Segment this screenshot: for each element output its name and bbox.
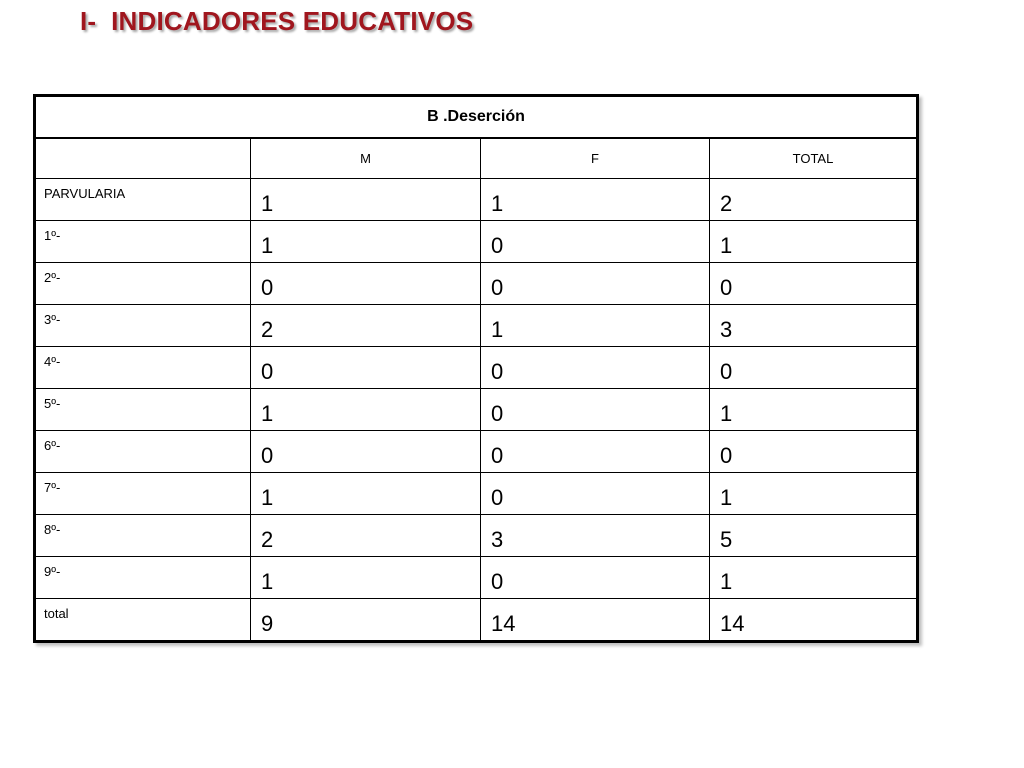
table-row [35, 347, 918, 389]
cell-f: 0 [481, 389, 710, 431]
cell-m: 1 [251, 557, 481, 599]
row-label: 1º- [35, 221, 251, 263]
header-cell-m: M [251, 138, 481, 179]
cell-total: 1 [710, 221, 918, 263]
row-label: 5º- [35, 389, 251, 431]
cell-total: 0 [710, 263, 918, 305]
table-row [35, 599, 918, 642]
cell-f: 0 [481, 221, 710, 263]
header-cell-blank [35, 138, 251, 179]
page-title: I- INDICADORES EDUCATIVOS [80, 6, 474, 36]
table-row [35, 557, 918, 599]
cell-total: 1 [710, 389, 918, 431]
table-row [35, 179, 918, 221]
table-row [35, 431, 918, 473]
header-cell-f: F [481, 138, 710, 179]
row-label: total [35, 599, 251, 642]
cell-f: 1 [481, 179, 710, 221]
cell-total: 0 [710, 431, 918, 473]
table-row [35, 221, 918, 263]
table-row [35, 389, 918, 431]
header-cell-total: TOTAL [710, 138, 918, 179]
cell-m: 0 [251, 431, 481, 473]
cell-f: 3 [481, 515, 710, 557]
table-caption: B .Deserción [35, 96, 918, 139]
cell-m: 1 [251, 221, 481, 263]
cell-total: 2 [710, 179, 918, 221]
cell-f: 14 [481, 599, 710, 642]
cell-m: 9 [251, 599, 481, 642]
table-row [35, 515, 918, 557]
row-label: 6º- [35, 431, 251, 473]
desercion-table [33, 94, 919, 643]
cell-m: 0 [251, 263, 481, 305]
cell-m: 2 [251, 305, 481, 347]
cell-total: 14 [710, 599, 918, 642]
table-header-row [35, 138, 918, 179]
cell-m: 1 [251, 389, 481, 431]
cell-total: 0 [710, 347, 918, 389]
table-caption-row [35, 96, 918, 139]
cell-f: 0 [481, 557, 710, 599]
cell-m: 2 [251, 515, 481, 557]
cell-f: 0 [481, 431, 710, 473]
cell-f: 0 [481, 347, 710, 389]
cell-f: 0 [481, 263, 710, 305]
cell-f: 1 [481, 305, 710, 347]
cell-f: 0 [481, 473, 710, 515]
table-row [35, 473, 918, 515]
row-label: 2º- [35, 263, 251, 305]
row-label: 9º- [35, 557, 251, 599]
row-label: 4º- [35, 347, 251, 389]
cell-total: 1 [710, 557, 918, 599]
cell-total: 1 [710, 473, 918, 515]
cell-total: 3 [710, 305, 918, 347]
table-row [35, 305, 918, 347]
cell-m: 0 [251, 347, 481, 389]
row-label: 3º- [35, 305, 251, 347]
cell-m: 1 [251, 179, 481, 221]
row-label: 8º- [35, 515, 251, 557]
row-label: 7º- [35, 473, 251, 515]
row-label: PARVULARIA [35, 179, 251, 221]
cell-total: 5 [710, 515, 918, 557]
cell-m: 1 [251, 473, 481, 515]
table-row [35, 263, 918, 305]
